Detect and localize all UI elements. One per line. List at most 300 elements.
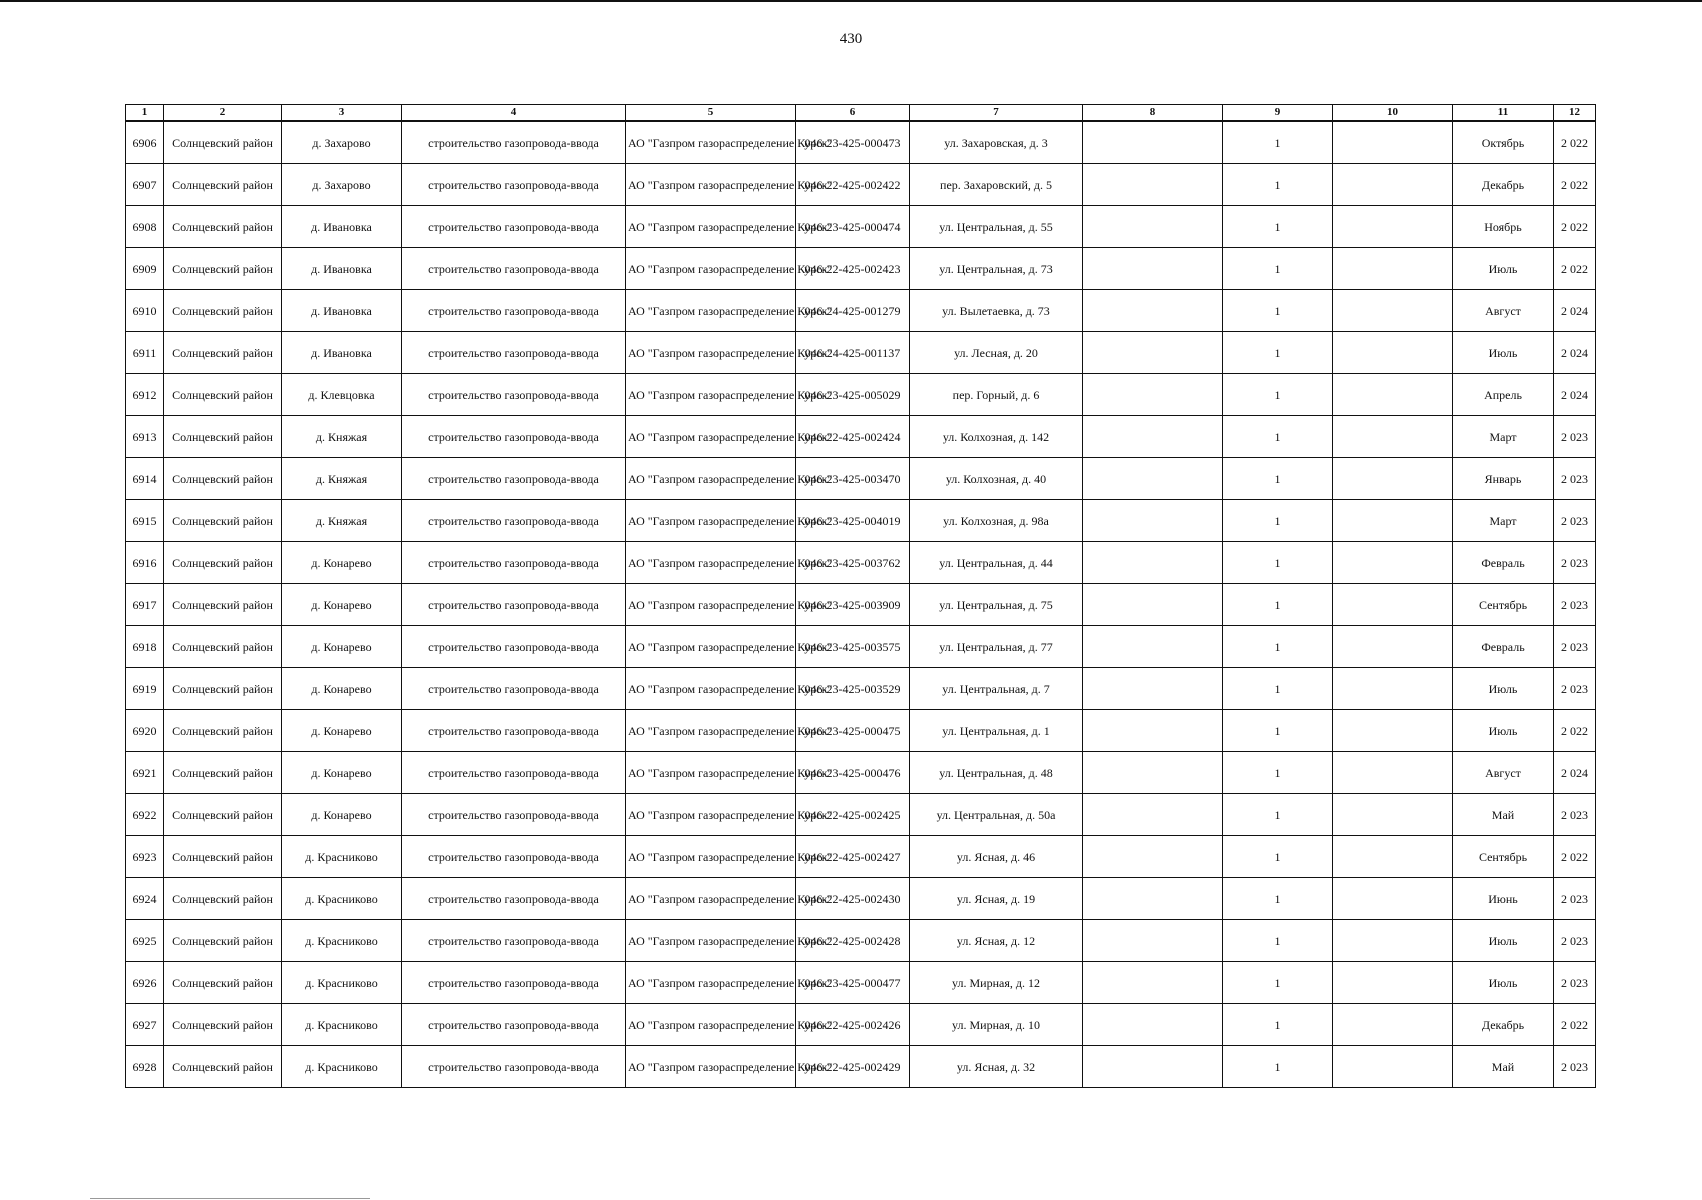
column-8-cell	[1083, 794, 1223, 836]
registry-code-cell: 046-23-425-003470	[796, 458, 910, 500]
column-8-cell	[1083, 458, 1223, 500]
locality-cell: д. Конарево	[282, 752, 402, 794]
column-10-cell	[1333, 626, 1453, 668]
organization-cell: АО "Газпром газораспределение Курск"	[626, 962, 796, 1004]
address-cell: ул. Центральная, д. 1	[910, 710, 1083, 752]
registry-code-cell: 046-22-425-002422	[796, 164, 910, 206]
work-type-cell: строительство газопровода-ввода	[402, 584, 626, 626]
organization-cell: АО "Газпром газораспределение Курск"	[626, 752, 796, 794]
column-10-cell	[1333, 332, 1453, 374]
month-cell: Декабрь	[1453, 1004, 1554, 1046]
column-10-cell	[1333, 920, 1453, 962]
district-cell: Солнцевский район	[164, 626, 282, 668]
month-cell: Сентябрь	[1453, 836, 1554, 878]
table-header-row	[126, 105, 1596, 122]
address-cell: ул. Центральная, д. 73	[910, 248, 1083, 290]
year-cell: 2 023	[1554, 500, 1596, 542]
organization-cell: АО "Газпром газораспределение Курск"	[626, 542, 796, 584]
work-type-cell: строительство газопровода-ввода	[402, 248, 626, 290]
organization-cell: АО "Газпром газораспределение Курск"	[626, 1046, 796, 1088]
table-row	[126, 248, 1596, 290]
locality-cell: д. Конарево	[282, 626, 402, 668]
count-cell: 1	[1223, 668, 1333, 710]
district-cell: Солнцевский район	[164, 121, 282, 164]
year-cell: 2 023	[1554, 668, 1596, 710]
top-border-line	[0, 0, 1702, 2]
organization-cell: АО "Газпром газораспределение Курск"	[626, 332, 796, 374]
work-type-cell: строительство газопровода-ввода	[402, 542, 626, 584]
column-header: 3	[282, 105, 402, 122]
registry-code-cell: 046-24-425-001137	[796, 332, 910, 374]
table-row	[126, 626, 1596, 668]
address-cell: ул. Колхозная, д. 40	[910, 458, 1083, 500]
table-row	[126, 752, 1596, 794]
count-cell: 1	[1223, 290, 1333, 332]
column-header: 12	[1554, 105, 1596, 122]
work-type-cell: строительство газопровода-ввода	[402, 962, 626, 1004]
organization-cell: АО "Газпром газораспределение Курск"	[626, 710, 796, 752]
year-cell: 2 023	[1554, 584, 1596, 626]
registry-code-cell: 046-22-425-002425	[796, 794, 910, 836]
month-cell: Июль	[1453, 710, 1554, 752]
district-cell: Солнцевский район	[164, 206, 282, 248]
year-cell: 2 023	[1554, 542, 1596, 584]
work-type-cell: строительство газопровода-ввода	[402, 626, 626, 668]
district-cell: Солнцевский район	[164, 248, 282, 290]
row-number-cell: 6908	[126, 206, 164, 248]
row-number-cell: 6925	[126, 920, 164, 962]
column-header: 8	[1083, 105, 1223, 122]
count-cell: 1	[1223, 962, 1333, 1004]
month-cell: Июнь	[1453, 878, 1554, 920]
count-cell: 1	[1223, 332, 1333, 374]
work-type-cell: строительство газопровода-ввода	[402, 920, 626, 962]
row-number-cell: 6907	[126, 164, 164, 206]
address-cell: ул. Центральная, д. 7	[910, 668, 1083, 710]
registry-code-cell: 046-22-425-002426	[796, 1004, 910, 1046]
address-cell: ул. Мирная, д. 10	[910, 1004, 1083, 1046]
year-cell: 2 022	[1554, 836, 1596, 878]
registry-code-cell: 046-23-425-000477	[796, 962, 910, 1004]
district-cell: Солнцевский район	[164, 710, 282, 752]
column-header: 1	[126, 105, 164, 122]
count-cell: 1	[1223, 752, 1333, 794]
address-cell: ул. Колхозная, д. 98а	[910, 500, 1083, 542]
organization-cell: АО "Газпром газораспределение Курск"	[626, 584, 796, 626]
column-10-cell	[1333, 374, 1453, 416]
table-row	[126, 121, 1596, 164]
year-cell: 2 023	[1554, 1046, 1596, 1088]
district-cell: Солнцевский район	[164, 458, 282, 500]
locality-cell: д. Княжая	[282, 416, 402, 458]
column-10-cell	[1333, 206, 1453, 248]
registry-code-cell: 046-23-425-000474	[796, 206, 910, 248]
address-cell: пер. Захаровский, д. 5	[910, 164, 1083, 206]
column-8-cell	[1083, 920, 1223, 962]
year-cell: 2 022	[1554, 1004, 1596, 1046]
count-cell: 1	[1223, 626, 1333, 668]
locality-cell: д. Ивановка	[282, 248, 402, 290]
column-8-cell	[1083, 1004, 1223, 1046]
table-row	[126, 542, 1596, 584]
column-8-cell	[1083, 626, 1223, 668]
registry-code-cell: 046-23-425-004019	[796, 500, 910, 542]
address-cell: ул. Центральная, д. 77	[910, 626, 1083, 668]
table-row	[126, 332, 1596, 374]
count-cell: 1	[1223, 374, 1333, 416]
locality-cell: д. Клевцовка	[282, 374, 402, 416]
address-cell: ул. Ясная, д. 32	[910, 1046, 1083, 1088]
month-cell: Июль	[1453, 920, 1554, 962]
month-cell: Март	[1453, 500, 1554, 542]
organization-cell: АО "Газпром газораспределение Курск"	[626, 458, 796, 500]
year-cell: 2 023	[1554, 626, 1596, 668]
district-cell: Солнцевский район	[164, 332, 282, 374]
row-number-cell: 6920	[126, 710, 164, 752]
organization-cell: АО "Газпром газораспределение Курск"	[626, 626, 796, 668]
column-8-cell	[1083, 332, 1223, 374]
locality-cell: д. Красниково	[282, 1004, 402, 1046]
column-10-cell	[1333, 1046, 1453, 1088]
month-cell: Апрель	[1453, 374, 1554, 416]
count-cell: 1	[1223, 542, 1333, 584]
month-cell: Июль	[1453, 668, 1554, 710]
column-header: 2	[164, 105, 282, 122]
column-8-cell	[1083, 121, 1223, 164]
registry-code-cell: 046-24-425-001279	[796, 290, 910, 332]
count-cell: 1	[1223, 416, 1333, 458]
organization-cell: АО "Газпром газораспределение Курск"	[626, 164, 796, 206]
month-cell: Июль	[1453, 962, 1554, 1004]
work-type-cell: строительство газопровода-ввода	[402, 206, 626, 248]
district-cell: Солнцевский район	[164, 1004, 282, 1046]
locality-cell: д. Красниково	[282, 878, 402, 920]
count-cell: 1	[1223, 878, 1333, 920]
table-row	[126, 290, 1596, 332]
registry-code-cell: 046-22-425-002428	[796, 920, 910, 962]
year-cell: 2 023	[1554, 920, 1596, 962]
row-number-cell: 6913	[126, 416, 164, 458]
registry-code-cell: 046-22-425-002429	[796, 1046, 910, 1088]
column-10-cell	[1333, 836, 1453, 878]
work-type-cell: строительство газопровода-ввода	[402, 668, 626, 710]
column-header: 7	[910, 105, 1083, 122]
address-cell: ул. Лесная, д. 20	[910, 332, 1083, 374]
column-header: 10	[1333, 105, 1453, 122]
address-cell: ул. Захаровская, д. 3	[910, 121, 1083, 164]
locality-cell: д. Конарево	[282, 584, 402, 626]
column-8-cell	[1083, 416, 1223, 458]
column-10-cell	[1333, 290, 1453, 332]
column-8-cell	[1083, 164, 1223, 206]
table-row	[126, 920, 1596, 962]
address-cell: ул. Центральная, д. 55	[910, 206, 1083, 248]
work-type-cell: строительство газопровода-ввода	[402, 1004, 626, 1046]
district-cell: Солнцевский район	[164, 500, 282, 542]
column-header: 5	[626, 105, 796, 122]
work-type-cell: строительство газопровода-ввода	[402, 1046, 626, 1088]
registry-code-cell: 046-22-425-002423	[796, 248, 910, 290]
column-8-cell	[1083, 1046, 1223, 1088]
address-cell: ул. Центральная, д. 44	[910, 542, 1083, 584]
row-number-cell: 6916	[126, 542, 164, 584]
row-number-cell: 6918	[126, 626, 164, 668]
registry-code-cell: 046-23-425-000475	[796, 710, 910, 752]
count-cell: 1	[1223, 710, 1333, 752]
register-table	[125, 104, 1596, 1088]
column-8-cell	[1083, 962, 1223, 1004]
column-8-cell	[1083, 248, 1223, 290]
column-8-cell	[1083, 668, 1223, 710]
count-cell: 1	[1223, 794, 1333, 836]
table-row	[126, 878, 1596, 920]
column-10-cell	[1333, 416, 1453, 458]
registry-code-cell: 046-23-425-005029	[796, 374, 910, 416]
work-type-cell: строительство газопровода-ввода	[402, 794, 626, 836]
year-cell: 2 023	[1554, 416, 1596, 458]
month-cell: Февраль	[1453, 542, 1554, 584]
district-cell: Солнцевский район	[164, 962, 282, 1004]
row-number-cell: 6917	[126, 584, 164, 626]
table-body	[126, 121, 1596, 1088]
month-cell: Январь	[1453, 458, 1554, 500]
row-number-cell: 6910	[126, 290, 164, 332]
month-cell: Июль	[1453, 332, 1554, 374]
year-cell: 2 023	[1554, 878, 1596, 920]
district-cell: Солнцевский район	[164, 290, 282, 332]
organization-cell: АО "Газпром газораспределение Курск"	[626, 374, 796, 416]
table-row	[126, 1004, 1596, 1046]
count-cell: 1	[1223, 206, 1333, 248]
column-8-cell	[1083, 878, 1223, 920]
count-cell: 1	[1223, 458, 1333, 500]
work-type-cell: строительство газопровода-ввода	[402, 332, 626, 374]
district-cell: Солнцевский район	[164, 794, 282, 836]
registry-code-cell: 046-22-425-002424	[796, 416, 910, 458]
year-cell: 2 023	[1554, 458, 1596, 500]
district-cell: Солнцевский район	[164, 542, 282, 584]
month-cell: Ноябрь	[1453, 206, 1554, 248]
locality-cell: д. Конарево	[282, 794, 402, 836]
row-number-cell: 6921	[126, 752, 164, 794]
column-8-cell	[1083, 710, 1223, 752]
column-10-cell	[1333, 668, 1453, 710]
organization-cell: АО "Газпром газораспределение Курск"	[626, 836, 796, 878]
table-row	[126, 458, 1596, 500]
year-cell: 2 024	[1554, 374, 1596, 416]
column-header: 6	[796, 105, 910, 122]
work-type-cell: строительство газопровода-ввода	[402, 752, 626, 794]
year-cell: 2 022	[1554, 206, 1596, 248]
registry-code-cell: 046-23-425-003575	[796, 626, 910, 668]
column-header: 4	[402, 105, 626, 122]
year-cell: 2 022	[1554, 248, 1596, 290]
registry-code-cell: 046-23-425-003909	[796, 584, 910, 626]
month-cell: Март	[1453, 416, 1554, 458]
work-type-cell: строительство газопровода-ввода	[402, 878, 626, 920]
column-header: 11	[1453, 105, 1554, 122]
month-cell: Октябрь	[1453, 121, 1554, 164]
column-10-cell	[1333, 542, 1453, 584]
year-cell: 2 023	[1554, 962, 1596, 1004]
address-cell: ул. Колхозная, д. 142	[910, 416, 1083, 458]
table-row	[126, 962, 1596, 1004]
work-type-cell: строительство газопровода-ввода	[402, 458, 626, 500]
work-type-cell: строительство газопровода-ввода	[402, 290, 626, 332]
count-cell: 1	[1223, 121, 1333, 164]
column-10-cell	[1333, 794, 1453, 836]
row-number-cell: 6914	[126, 458, 164, 500]
registry-code-cell: 046-23-425-000473	[796, 121, 910, 164]
month-cell: Май	[1453, 794, 1554, 836]
address-cell: пер. Горный, д. 6	[910, 374, 1083, 416]
work-type-cell: строительство газопровода-ввода	[402, 374, 626, 416]
organization-cell: АО "Газпром газораспределение Курск"	[626, 290, 796, 332]
registry-code-cell: 046-23-425-003762	[796, 542, 910, 584]
table-row	[126, 710, 1596, 752]
column-8-cell	[1083, 206, 1223, 248]
address-cell: ул. Центральная, д. 48	[910, 752, 1083, 794]
count-cell: 1	[1223, 836, 1333, 878]
organization-cell: АО "Газпром газораспределение Курск"	[626, 121, 796, 164]
district-cell: Солнцевский район	[164, 374, 282, 416]
table-row	[126, 416, 1596, 458]
table-row	[126, 374, 1596, 416]
district-cell: Солнцевский район	[164, 920, 282, 962]
registry-code-cell: 046-23-425-000476	[796, 752, 910, 794]
address-cell: ул. Центральная, д. 75	[910, 584, 1083, 626]
address-cell: ул. Мирная, д. 12	[910, 962, 1083, 1004]
month-cell: Сентябрь	[1453, 584, 1554, 626]
column-header: 9	[1223, 105, 1333, 122]
work-type-cell: строительство газопровода-ввода	[402, 500, 626, 542]
year-cell: 2 022	[1554, 710, 1596, 752]
column-10-cell	[1333, 752, 1453, 794]
column-10-cell	[1333, 164, 1453, 206]
column-10-cell	[1333, 710, 1453, 752]
column-10-cell	[1333, 458, 1453, 500]
organization-cell: АО "Газпром газораспределение Курск"	[626, 206, 796, 248]
locality-cell: д. Красниково	[282, 962, 402, 1004]
count-cell: 1	[1223, 584, 1333, 626]
count-cell: 1	[1223, 920, 1333, 962]
work-type-cell: строительство газопровода-ввода	[402, 121, 626, 164]
year-cell: 2 024	[1554, 332, 1596, 374]
locality-cell: д. Захарово	[282, 164, 402, 206]
table-row	[126, 164, 1596, 206]
registry-code-cell: 046-22-425-002427	[796, 836, 910, 878]
count-cell: 1	[1223, 164, 1333, 206]
column-10-cell	[1333, 962, 1453, 1004]
organization-cell: АО "Газпром газораспределение Курск"	[626, 1004, 796, 1046]
address-cell: ул. Ясная, д. 12	[910, 920, 1083, 962]
district-cell: Солнцевский район	[164, 584, 282, 626]
registry-code-cell: 046-22-425-002430	[796, 878, 910, 920]
registry-code-cell: 046-23-425-003529	[796, 668, 910, 710]
month-cell: Август	[1453, 752, 1554, 794]
scan-edge-line	[90, 1198, 370, 1199]
column-8-cell	[1083, 374, 1223, 416]
year-cell: 2 024	[1554, 752, 1596, 794]
district-cell: Солнцевский район	[164, 416, 282, 458]
organization-cell: АО "Газпром газораспределение Курск"	[626, 878, 796, 920]
month-cell: Май	[1453, 1046, 1554, 1088]
locality-cell: д. Ивановка	[282, 290, 402, 332]
row-number-cell: 6919	[126, 668, 164, 710]
row-number-cell: 6915	[126, 500, 164, 542]
locality-cell: д. Княжая	[282, 458, 402, 500]
year-cell: 2 023	[1554, 794, 1596, 836]
column-8-cell	[1083, 500, 1223, 542]
column-10-cell	[1333, 500, 1453, 542]
column-8-cell	[1083, 542, 1223, 584]
work-type-cell: строительство газопровода-ввода	[402, 836, 626, 878]
table-row	[126, 836, 1596, 878]
district-cell: Солнцевский район	[164, 668, 282, 710]
table-row	[126, 206, 1596, 248]
column-8-cell	[1083, 290, 1223, 332]
row-number-cell: 6912	[126, 374, 164, 416]
count-cell: 1	[1223, 248, 1333, 290]
count-cell: 1	[1223, 1046, 1333, 1088]
address-cell: ул. Ясная, д. 46	[910, 836, 1083, 878]
table-row	[126, 584, 1596, 626]
month-cell: Декабрь	[1453, 164, 1554, 206]
district-cell: Солнцевский район	[164, 164, 282, 206]
row-number-cell: 6906	[126, 121, 164, 164]
column-10-cell	[1333, 121, 1453, 164]
work-type-cell: строительство газопровода-ввода	[402, 710, 626, 752]
locality-cell: д. Ивановка	[282, 206, 402, 248]
address-cell: ул. Ясная, д. 19	[910, 878, 1083, 920]
column-8-cell	[1083, 836, 1223, 878]
table-row	[126, 794, 1596, 836]
work-type-cell: строительство газопровода-ввода	[402, 416, 626, 458]
locality-cell: д. Княжая	[282, 500, 402, 542]
table-row	[126, 500, 1596, 542]
row-number-cell: 6911	[126, 332, 164, 374]
address-cell: ул. Центральная, д. 50а	[910, 794, 1083, 836]
column-10-cell	[1333, 584, 1453, 626]
row-number-cell: 6926	[126, 962, 164, 1004]
organization-cell: АО "Газпром газораспределение Курск"	[626, 668, 796, 710]
organization-cell: АО "Газпром газораспределение Курск"	[626, 248, 796, 290]
work-type-cell: строительство газопровода-ввода	[402, 164, 626, 206]
district-cell: Солнцевский район	[164, 752, 282, 794]
year-cell: 2 022	[1554, 164, 1596, 206]
locality-cell: д. Конарево	[282, 668, 402, 710]
district-cell: Солнцевский район	[164, 878, 282, 920]
month-cell: Июль	[1453, 248, 1554, 290]
row-number-cell: 6927	[126, 1004, 164, 1046]
count-cell: 1	[1223, 1004, 1333, 1046]
row-number-cell: 6923	[126, 836, 164, 878]
row-number-cell: 6909	[126, 248, 164, 290]
organization-cell: АО "Газпром газораспределение Курск"	[626, 794, 796, 836]
month-cell: Август	[1453, 290, 1554, 332]
count-cell: 1	[1223, 500, 1333, 542]
table-row	[126, 668, 1596, 710]
year-cell: 2 024	[1554, 290, 1596, 332]
locality-cell: д. Красниково	[282, 920, 402, 962]
locality-cell: д. Захарово	[282, 121, 402, 164]
page-number: 430	[839, 31, 863, 47]
year-cell: 2 022	[1554, 121, 1596, 164]
locality-cell: д. Красниково	[282, 1046, 402, 1088]
organization-cell: АО "Газпром газораспределение Курск"	[626, 416, 796, 458]
locality-cell: д. Красниково	[282, 836, 402, 878]
organization-cell: АО "Газпром газораспределение Курск"	[626, 500, 796, 542]
